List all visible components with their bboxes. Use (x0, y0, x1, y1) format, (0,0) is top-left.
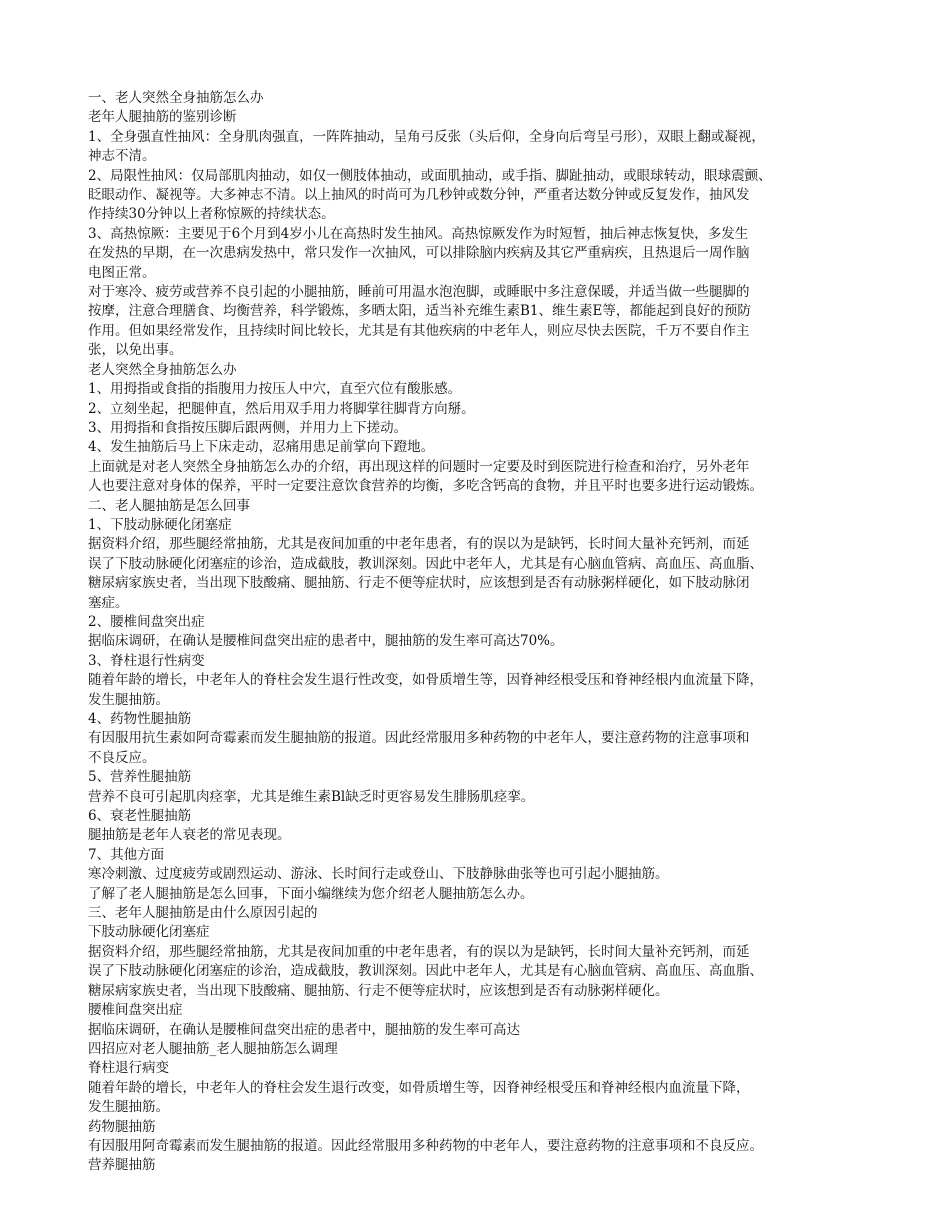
text-line: 4、发生抽筋后马上下床走动，忍痛用患足前掌向下蹬地。 (88, 439, 435, 456)
text-line: 2、立刻坐起，把腿伸直，然后用双手用力将脚掌往脚背方向掰。 (88, 400, 475, 417)
text-line: 糖尿病家族史者，当出现下肢酸痛、腿抽筋、行走不便等症状时，应该想到是否有动脉粥样硬化，如下肢动脉闭 (88, 575, 750, 592)
subheading: 老人突然全身抽筋怎么办 (88, 361, 237, 378)
subheading: 腰椎间盘突出症 (88, 1002, 183, 1019)
subheading: 6、衰老性腿抽筋 (88, 808, 192, 825)
text-line: 误了下肢动脉硬化闭塞症的诊治，造成截肢，教训深刻。因此中老年人，尤其是有心脑血管病、高血压、高血脂、 (88, 555, 763, 572)
subheading: 4、药物性腿抽筋 (88, 711, 192, 727)
text-line: 发生腿抽筋。 (88, 1099, 169, 1116)
subheading: 7、其他方面 (88, 846, 165, 863)
text-line: 对于寒冷、疲劳或营养不良引起的小腿抽筋，睡前可用温水泡泡脚，或睡眠中多注意保暖，并适当做一些腿脚的 (88, 284, 750, 301)
document-body (88, 89, 868, 1176)
text-line: 塞症。 (88, 594, 129, 611)
text-line: 按摩，注意合理膳食、均衡营养，科学锻炼，多晒太阳，适当补充维生素B1、维生素E等，都能起到良好的预防 (88, 303, 751, 320)
text-line: 眨眼动作、凝视等。大多神志不清。以上抽风的时尚可为几秒钟或数分钟，严重者达数分钟或反复发作，抽风发 (88, 187, 750, 204)
text-line: 糖尿病家族史者，当出现下肢酸痛、腿抽筋、行走不便等症状时，应该想到是否有动脉粥样硬化。 (88, 982, 669, 999)
text-line: 2、局限性抽风：仅局部肌肉抽动，如仅一侧肢体抽动，或面肌抽动，或手指、脚趾抽动，或眼球转动，眼球震颤、 (88, 167, 772, 184)
text-line: 营养不良可引起肌肉痉挛，尤其是维生素Bl缺乏时更容易发生腓肠肌痉挛。 (88, 788, 535, 805)
subheading: 脊柱退行病变 (88, 1060, 169, 1077)
text-line: 据资料介绍，那些腿经常抽筋，尤其是夜间加重的中老年患者，有的误以为是缺钙，长时间大量补充钙剂，而延 (88, 943, 750, 960)
text-line: 据临床调研，在确认是腰椎间盘突出症的患者中，腿抽筋的发生率可高达 (88, 1021, 520, 1038)
section-heading-1: 一、老人突然全身抽筋怎么办 (88, 90, 264, 106)
text-line: 随着年龄的增长，中老年人的脊柱会发生退行改变，如骨质增生等，因脊神经根受压和脊神经根内血流量下降， (88, 1079, 750, 1096)
text-line: 在发热的早期，在一次患病发热中，常只发作一次抽风，可以排除脑内疾病及其它严重病疾，且热退后一周作脑 (88, 245, 750, 262)
text-line: 上面就是对老人突然全身抽筋怎么办的介绍，再出现这样的问题时一定要及时到医院进行检查和治疗，另外老年 (88, 458, 750, 475)
subheading: 5、营养性腿抽筋 (88, 769, 192, 786)
text-line: 有因服用阿奇霉素而发生腿抽筋的报道。因此经常服用多种药物的中老年人，要注意药物的注意事项和不良反应。 (88, 1137, 763, 1154)
subheading: 1、下肢动脉硬化闭塞症 (88, 516, 232, 533)
text-line: 作持续30分钟以上者称惊厥的持续状态。 (88, 206, 335, 223)
text-line: 据临床调研，在确认是腰椎间盘突出症的患者中，腿抽筋的发生率可高达70%。 (88, 633, 564, 650)
text-line: 神志不清。 (88, 148, 156, 165)
section-heading-3: 三、老年人腿抽筋是由什么原因引起的 (88, 905, 318, 922)
subheading: 药物腿抽筋 (88, 1118, 156, 1135)
subheading: 四招应对老人腿抽筋_老人腿抽筋怎么调理 (88, 1040, 338, 1057)
subheading: 老年人腿抽筋的鉴别诊断 (88, 109, 237, 126)
text-line: 误了下肢动脉硬化闭塞症的诊治，造成截肢，教训深刻。因此中老年人，尤其是有心脑血管病、高血压、高血脂、 (88, 963, 763, 980)
subheading: 2、腰椎间盘突出症 (88, 613, 205, 630)
text-line: 腿抽筋是老年人衰老的常见表现。 (88, 827, 291, 844)
text-line: 张，以免出事。 (88, 342, 183, 359)
text-line: 发生腿抽筋。 (88, 691, 169, 708)
text-line: 3、用拇指和食指按压脚后跟两侧，并用力上下搓动。 (88, 419, 408, 436)
text-line: 了解了老人腿抽筋是怎么回事，下面小编继续为您介绍老人腿抽筋怎么办。 (88, 885, 534, 902)
subheading: 营养腿抽筋 (88, 1157, 156, 1174)
subheading: 下肢动脉硬化闭塞症 (88, 924, 210, 941)
section-heading-2: 二、老人腿抽筋是怎么回事 (88, 497, 250, 514)
text-line: 人也要注意对身体的保养，平时一定要注意饮食营养的均衡，多吃含钙高的食物，并且平时也要多进行运动锻炼。 (88, 478, 763, 495)
text-line: 1、全身强直性抽风：全身肌肉强直，一阵阵抽动，呈角弓反张（头后仰，全身向后弯呈弓形），双眼上翻或凝视， (88, 128, 765, 145)
text-line: 电图正常。 (88, 264, 156, 281)
text-line: 作用。但如果经常发作，且持续时间比较长，尤其是有其他疾病的中老年人，则应尽快去医院，千万不要自作主 (88, 322, 750, 339)
text-line: 1、用拇指或食指的指腹用力按压人中穴，直至穴位有酸胀感。 (88, 381, 462, 398)
text-line: 不良反应。 (88, 749, 156, 766)
text-line: 有因服用抗生素如阿奇霉素而发生腿抽筋的报道。因此经常服用多种药物的中老年人，要注意药物的注意事项和 (88, 730, 750, 747)
subheading: 3、脊柱退行性病变 (88, 652, 205, 669)
text-line: 3、高热惊厥：主要见于6个月到4岁小儿在高热时发生抽风。高热惊厥发作为时短暂，抽后神志恢复快，多发生 (88, 225, 749, 242)
text-line: 随着年龄的增长，中老年人的脊柱会发生退行性改变，如骨质增生等，因脊神经根受压和脊神经根内血流量下降， (88, 672, 763, 689)
text-line: 寒冷刺激、过度疲劳或剧烈运动、游泳、长时间行走或登山、下肢静脉曲张等也可引起小腿抽筋。 (88, 866, 669, 883)
text-line: 据资料介绍，那些腿经常抽筋，尤其是夜间加重的中老年患者，有的误以为是缺钙，长时间大量补充钙剂，而延 (88, 536, 750, 553)
